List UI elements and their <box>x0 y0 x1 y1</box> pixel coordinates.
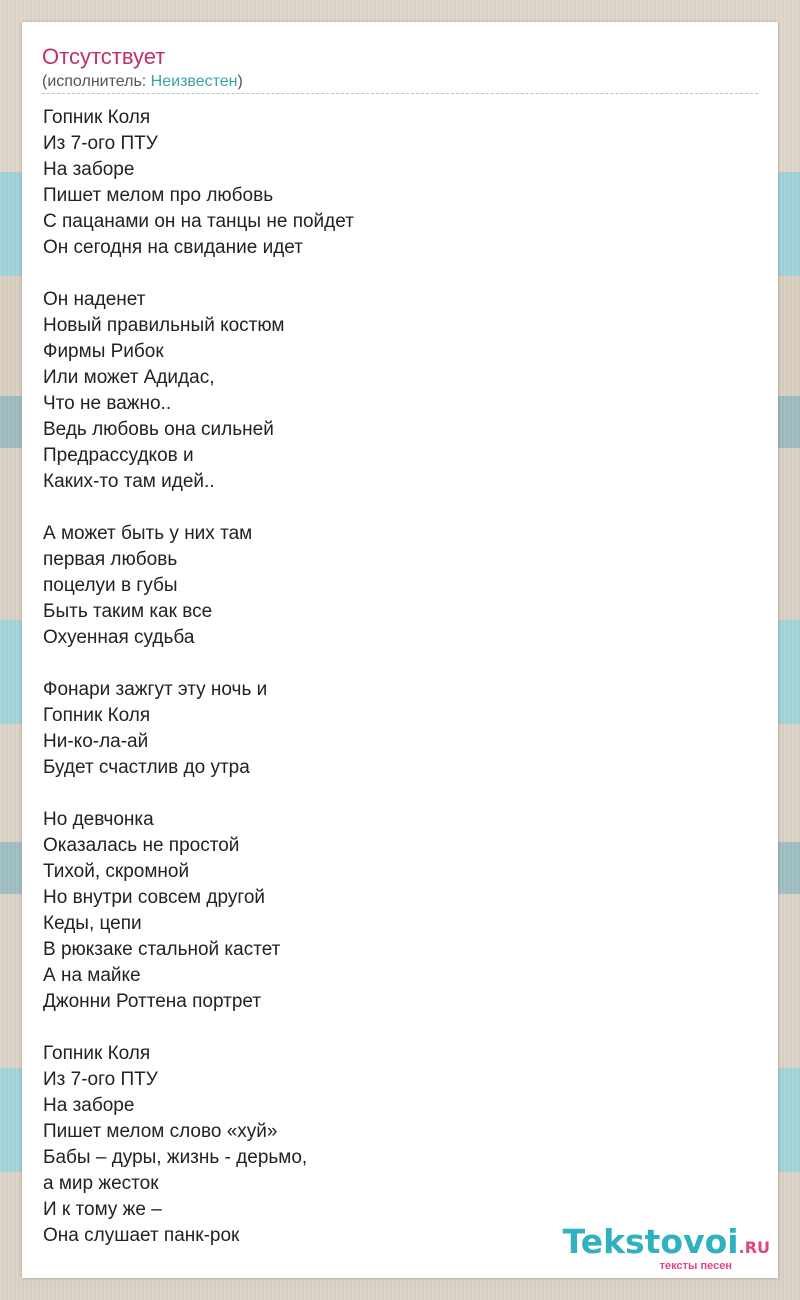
lyrics-text <box>43 105 753 1249</box>
lyric-line: Что не важно.. <box>43 393 172 414</box>
stanza-break <box>43 651 753 677</box>
lyric-line: Быть таким как все <box>43 601 213 622</box>
artist-prefix: (исполнитель: <box>42 73 151 90</box>
lyric-line: поцелуи в губы <box>43 575 178 596</box>
header-divider <box>42 93 758 94</box>
lyric-line: Кеды, цепи <box>43 913 142 934</box>
lyric-line: Но внутри совсем другой <box>43 887 266 908</box>
artist-link[interactable]: Неизвестен <box>150 73 238 90</box>
lyric-line: Из 7-ого ПТУ <box>43 133 158 154</box>
site-logo[interactable] <box>563 1224 770 1272</box>
lyric-line: Ведь любовь она сильней <box>43 419 274 440</box>
logo-tagline: тексты песен <box>659 1260 732 1272</box>
lyric-line: А на майке <box>43 965 141 986</box>
lyric-line: Каких-то там идей.. <box>43 471 215 492</box>
lyric-line: Ни-ко-ла-ай <box>43 731 149 752</box>
lyric-line: Пишет мелом про любовь <box>43 185 274 206</box>
lyric-line: И к тому же – <box>43 1199 162 1220</box>
lyric-line: Из 7-ого ПТУ <box>43 1069 158 1090</box>
logo-tld: .RU <box>738 1238 770 1257</box>
lyric-line: Тихой, скромной <box>43 861 190 882</box>
lyric-line: А может быть у них там <box>43 523 253 544</box>
stanza-break <box>43 1015 753 1041</box>
artist-line <box>42 72 243 92</box>
lyric-line: В рюкзаке стальной кастет <box>43 939 281 960</box>
lyric-line: Оказалась не простой <box>43 835 240 856</box>
artist-suffix: ) <box>237 73 243 90</box>
lyric-line: Фонари зажгут эту ночь и <box>43 679 268 700</box>
lyric-line: Фирмы Рибок <box>43 341 164 362</box>
lyric-line: Джонни Роттена портрет <box>43 991 262 1012</box>
lyric-line: Будет счастлив до утра <box>43 757 250 778</box>
lyric-line: С пацанами он на танцы не пойдет <box>43 211 354 232</box>
lyric-line: Гопник Коля <box>43 705 151 726</box>
stanza-break <box>43 781 753 807</box>
lyric-line: Он наденет <box>43 289 146 310</box>
lyric-line: На заборе <box>43 159 135 180</box>
lyric-line: а мир жесток <box>43 1173 159 1194</box>
logo-name: Tekstovoi <box>562 1222 739 1261</box>
lyric-line: На заборе <box>43 1095 135 1116</box>
lyric-line: Охуенная судьба <box>43 627 195 648</box>
lyric-line: первая любовь <box>43 549 178 570</box>
lyric-line: Он сегодня на свидание идет <box>43 237 303 258</box>
stanza-break <box>43 495 753 521</box>
lyric-line: Предрассудков и <box>43 445 194 466</box>
lyrics-card <box>22 22 778 1278</box>
lyric-line: Или может Адидас, <box>43 367 215 388</box>
lyric-line: Бабы – дуры, жизнь - дерьмо, <box>43 1147 308 1168</box>
stanza-break <box>43 261 753 287</box>
lyric-line: Гопник Коля <box>43 1043 151 1064</box>
lyric-line: Новый правильный костюм <box>43 315 285 336</box>
song-title: Отсутствует <box>42 44 166 69</box>
lyric-line: Гопник Коля <box>43 107 151 128</box>
lyric-line: Она слушает панк-рок <box>43 1225 240 1246</box>
lyric-line: Но девчонка <box>43 809 154 830</box>
lyric-line: Пишет мелом слово «хуй» <box>43 1121 278 1142</box>
